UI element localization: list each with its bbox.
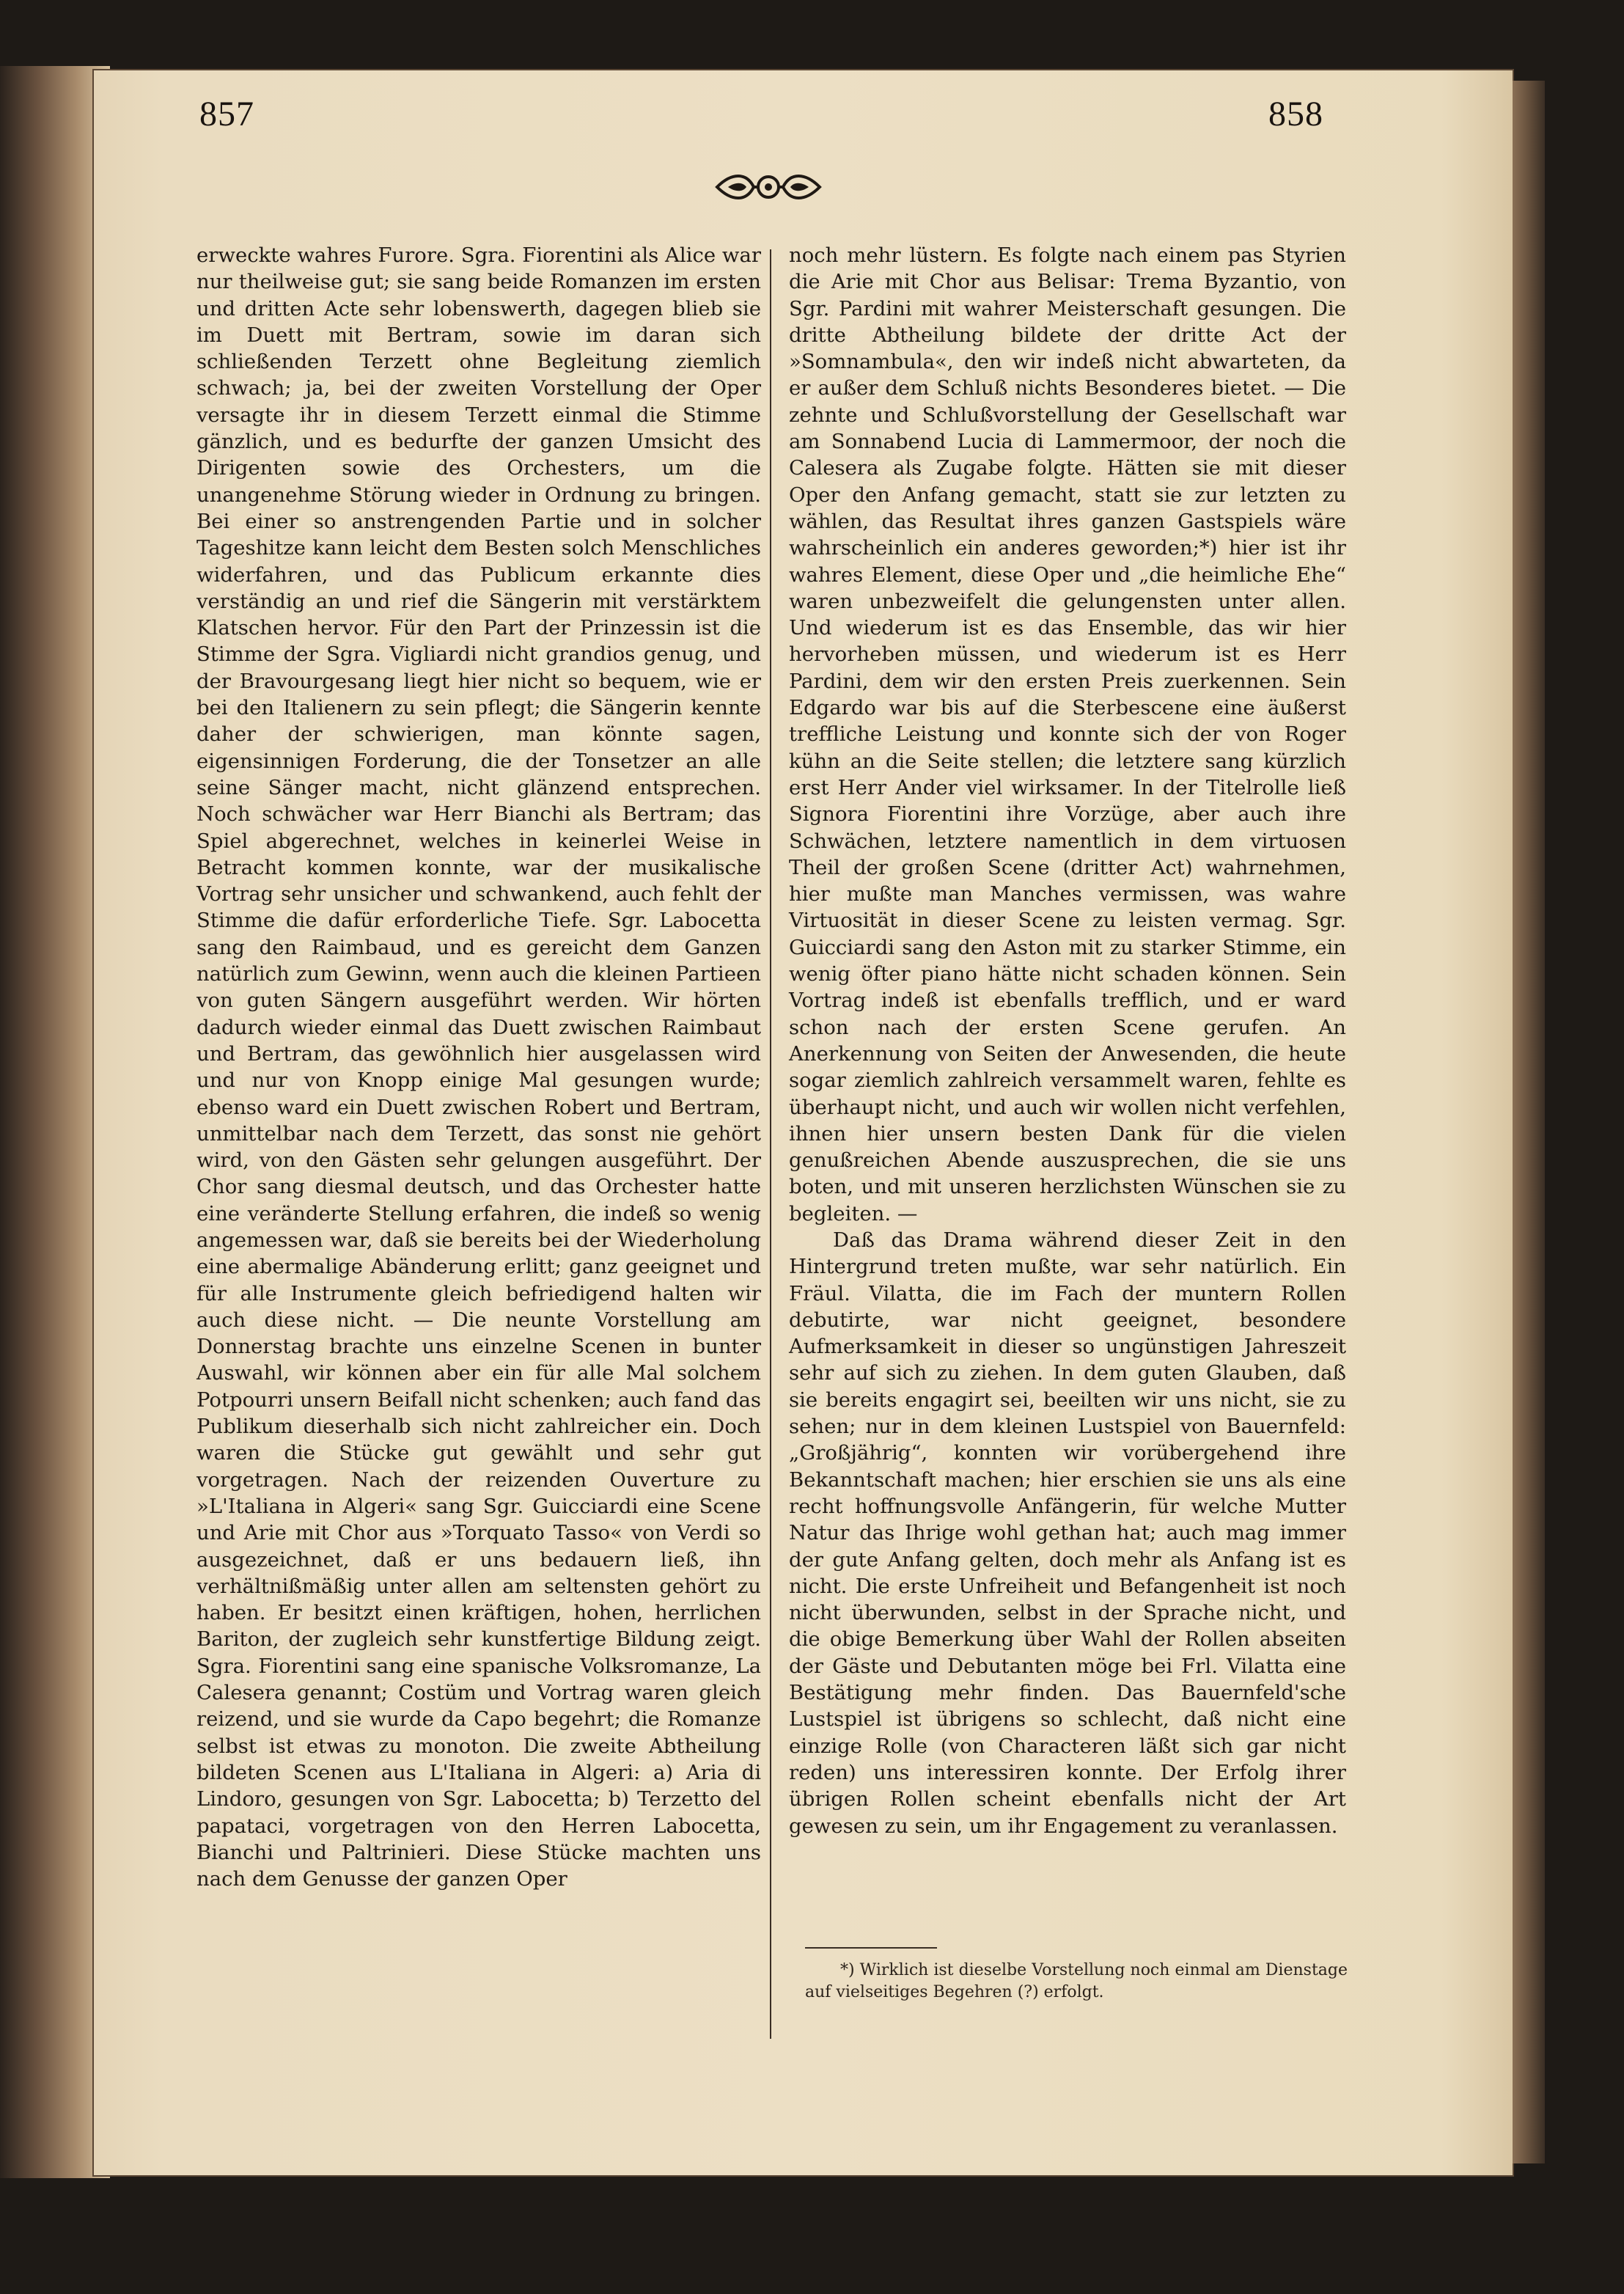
footnote-divider (805, 1947, 937, 1949)
text-column-right (789, 242, 1346, 1839)
text-column-left (196, 242, 761, 1892)
paragraph: Daß das Drama während dieser Zeit in den Hintergrund treten mußte, war sehr natürlich. Ein Fräul. Vilatta, die im Fach der muntern Rollen debutirte, war nicht geeignet, besondere Aufmerksamkeit in dieser so ungünstigen Jahreszeit sehr auf sich zu ziehen. In dem guten Glauben, daß sie bereits engagirt sei, beeilten wir uns nicht, sie zu sehen; nur in dem kleinen Lustspiel von Bauernfeld: „Großjährig“, konnten wir vorübergehend ihre Bekanntschaft machen; hier erschien sie uns als eine recht hoffnungsvolle Anfängerin, für welche Mutter Natur das Ihrige wohl gethan hat; auch mag immer der gute Anfang gelten, doch mehr als Anfang ist es nicht. Die erste Unfreiheit und Befangenheit ist noch nicht überwunden, selbst in der Sprache nicht, und die obige Bemerkung über Wahl der Rollen abseiten der Gäste und Debutanten möge bei Frl. Vilatta eine Bestätigung mehr finden. Das Bauernfeld'sche Lustspiel ist übrigens so schlecht, daß nicht eine einzige Rolle (von Characteren läßt sich gar nicht reden) uns interessiren konnte. Der Erfolg ihrer übrigen Rollen scheint ebenfalls nicht der Art gewesen zu sein, um ihr Engagement zu veranlassen. (789, 1228, 1346, 1838)
footnote: *) Wirklich ist dieselbe Vorstellung noch einmal am Dienstage auf vielseitiges Begehren (?) erfolgt. (805, 1961, 1348, 2001)
paragraph: noch mehr lüstern. Es folgte nach einem pas Styrien die Arie mit Chor aus Belisar: Trema Byzantio, von Sgr. Pardini mit wahrer Meisterschaft gesungen. Die dritte Abtheilung bildete der dritte Act der »Somnambula«, den wir indeß nicht abwarteten, da er außer dem Schluß nichts Besonderes bietet. — Die zehnte und Schlußvorstellung der Gesellschaft war am Sonnabend Lucia di Lammermoor, der noch die Calesera als Zugabe folgte. Hätten sie mit dieser Oper den Anfang gemacht, statt sie zur letzten zu wählen, das Resultat ihres ganzen Gastspiels wäre wahrscheinlich ein anderes geworden;*) hier ist ihr wahres Element, diese Oper und „die heimliche Ehe“ waren unbezweifelt die gelungensten unter allen. Und wiederum ist es das Ensemble, das wir hier hervorheben müssen, und wiederum ist es Herr Pardini, dem wir den ersten Preis zuerkennen. Sein Edgardo war bis auf die Sterbescene eine äußerst treffliche Leistung und konnte sich der von Roger kühn an die Seite stellen; die letztere sang kürzlich erst Herr Ander viel wirksamer. In der Titelrolle ließ Signora Fiorentini ihre Vorzüge, aber auch ihre Schwächen, letztere namentlich in dem virtuosen Theil der großen Scene (dritter Act) wahrnehmen, hier mußte man Manches vermissen, was wahre Virtuosität in dieser Scene zu leisten vermag. Sgr. Guicciardi sang den Aston mit zu starker Stimme, ein wenig öfter piano hätte nicht schaden können. Sein Vortrag indeß ist ebenfalls trefflich, und er ward schon nach der ersten Scene gerufen. An Anerkennung von Seiten der Anwesenden, die heute sogar ziemlich zahlreich versammelt waren, fehlte es überhaupt nicht, und auch wir wollen nicht verfehlen, ihnen hier unsern besten Dank für die vielen genußreichen Abende auszusprechen, die sie uns boten, und mit unseren herzlichsten Wünschen sie zu begleiten. — (789, 243, 1346, 1225)
paragraph: erweckte wahres Furore. Sgra. Fiorentini als Alice war nur theilweise gut; sie sang beide Romanzen im ersten und dritten Acte sehr lobenswerth, dagegen blieb sie im Duett mit Bertram, sowie im daran sich schließenden Terzett ohne Begleitung ziemlich schwach; ja, bei der zweiten Vorstellung der Oper versagte ihr in diesem Terzett einmal die Stimme gänzlich, und es bedurfte der ganzen Umsicht des Dirigenten sowie des Orchesters, um die unangenehme Störung wieder in Ordnung zu bringen. Bei einer so anstrengenden Partie und in solcher Tageshitze kann leicht dem Besten solch Menschliches widerfahren, und das Publicum erkannte dies verständig an und rief die Sängerin mit verstärktem Klatschen hervor. Für den Part der Prinzessin ist die Stimme der Sgra. Vigliardi nicht grandios genug, und der Bravourgesang liegt hier nicht so bequem, wie er bei den Italienern zu sein pflegt; die Sängerin kennte daher der schwierigen, man könnte sagen, eigensinnigen Forderung, die der Tonsetzer an alle seine Sänger macht, nicht glänzend entsprechen. Noch schwächer war Herr Bianchi als Bertram; das Spiel abgerechnet, welches in keinerlei Weise in Betracht kommen konnte, war der musikalische Vortrag sehr unsicher und schwankend, auch fehlt der Stimme die dafür erforderliche Tiefe. Sgr. Labocetta sang den Raimbaud, und es gereicht dem Ganzen natürlich zum Gewinn, wenn auch die kleinen Partieen von guten Sängern ausgeführt werden. Wir hörten dadurch wieder einmal das Duett zwischen Raimbaut und Bertram, das gewöhnlich hier ausgelassen wird und nur von Knopp einige Mal gesungen wurde; ebenso ward ein Duett zwischen Robert und Bertram, unmittelbar nach dem Terzett, das sonst nie gehört wird, von den Gästen sehr gelungen ausgeführt. Der Chor sang diesmal deutsch, und das Orchester hatte eine veränderte Stellung erfahren, die indeß so wenig angemessen war, daß sie bereits bei der Wiederholung eine abermalige Abänderung erlitt; ganz geeignet und für alle Instrumente gleich befriedigend halten wir auch diese nicht. — Die neunte Vorstellung am Donnerstag brachte uns einzelne Scenen in bunter Auswahl, wir können aber ein für alle Mal solchem Potpourri unsern Beifall nicht schenken; auch fand das Publikum dieserhalb sich nicht zahlreicher ein. Doch waren die Stücke gut gewählt und sehr gut vorgetragen. Nach der reizenden Ouverture zu »L'Italiana in Algeri« sang Sgr. Guicciardi eine Scene und Arie mit Chor aus »Torquato Tasso« von Verdi so ausgezeichnet, daß er uns bedauern ließ, ihn verhältnißmäßig unter allen am seltensten gehört zu haben. Er besitzt einen kräftigen, hohen, herrlichen Bariton, der zugleich sehr kunstfertige Bildung zeigt. Sgra. Fiorentini sang eine spanische Volksromanze, La Calesera genannt; Costüm und Vortrag waren gleich reizend, und sie wurde da Capo begehrt; die Romanze selbst ist etwas zu monoton. Die zweite Abtheilung bildeten Scenen aus L'Italiana in Algeri: a) Aria di Lindoro, gesungen von Sgr. Labocetta; b) Terzetto del papataci, vorgetragen von den Herren Labocetta, Bianchi und Paltrinieri. Diese Stücke machten uns nach dem Genusse der ganzen Oper (196, 243, 761, 1891)
page-edge-shadow (1513, 81, 1545, 2163)
column-divider (770, 249, 771, 2039)
decorative-fleuron-icon (710, 169, 827, 205)
page-number-right: 858 (1268, 95, 1323, 133)
page-number-left: 857 (199, 95, 254, 133)
